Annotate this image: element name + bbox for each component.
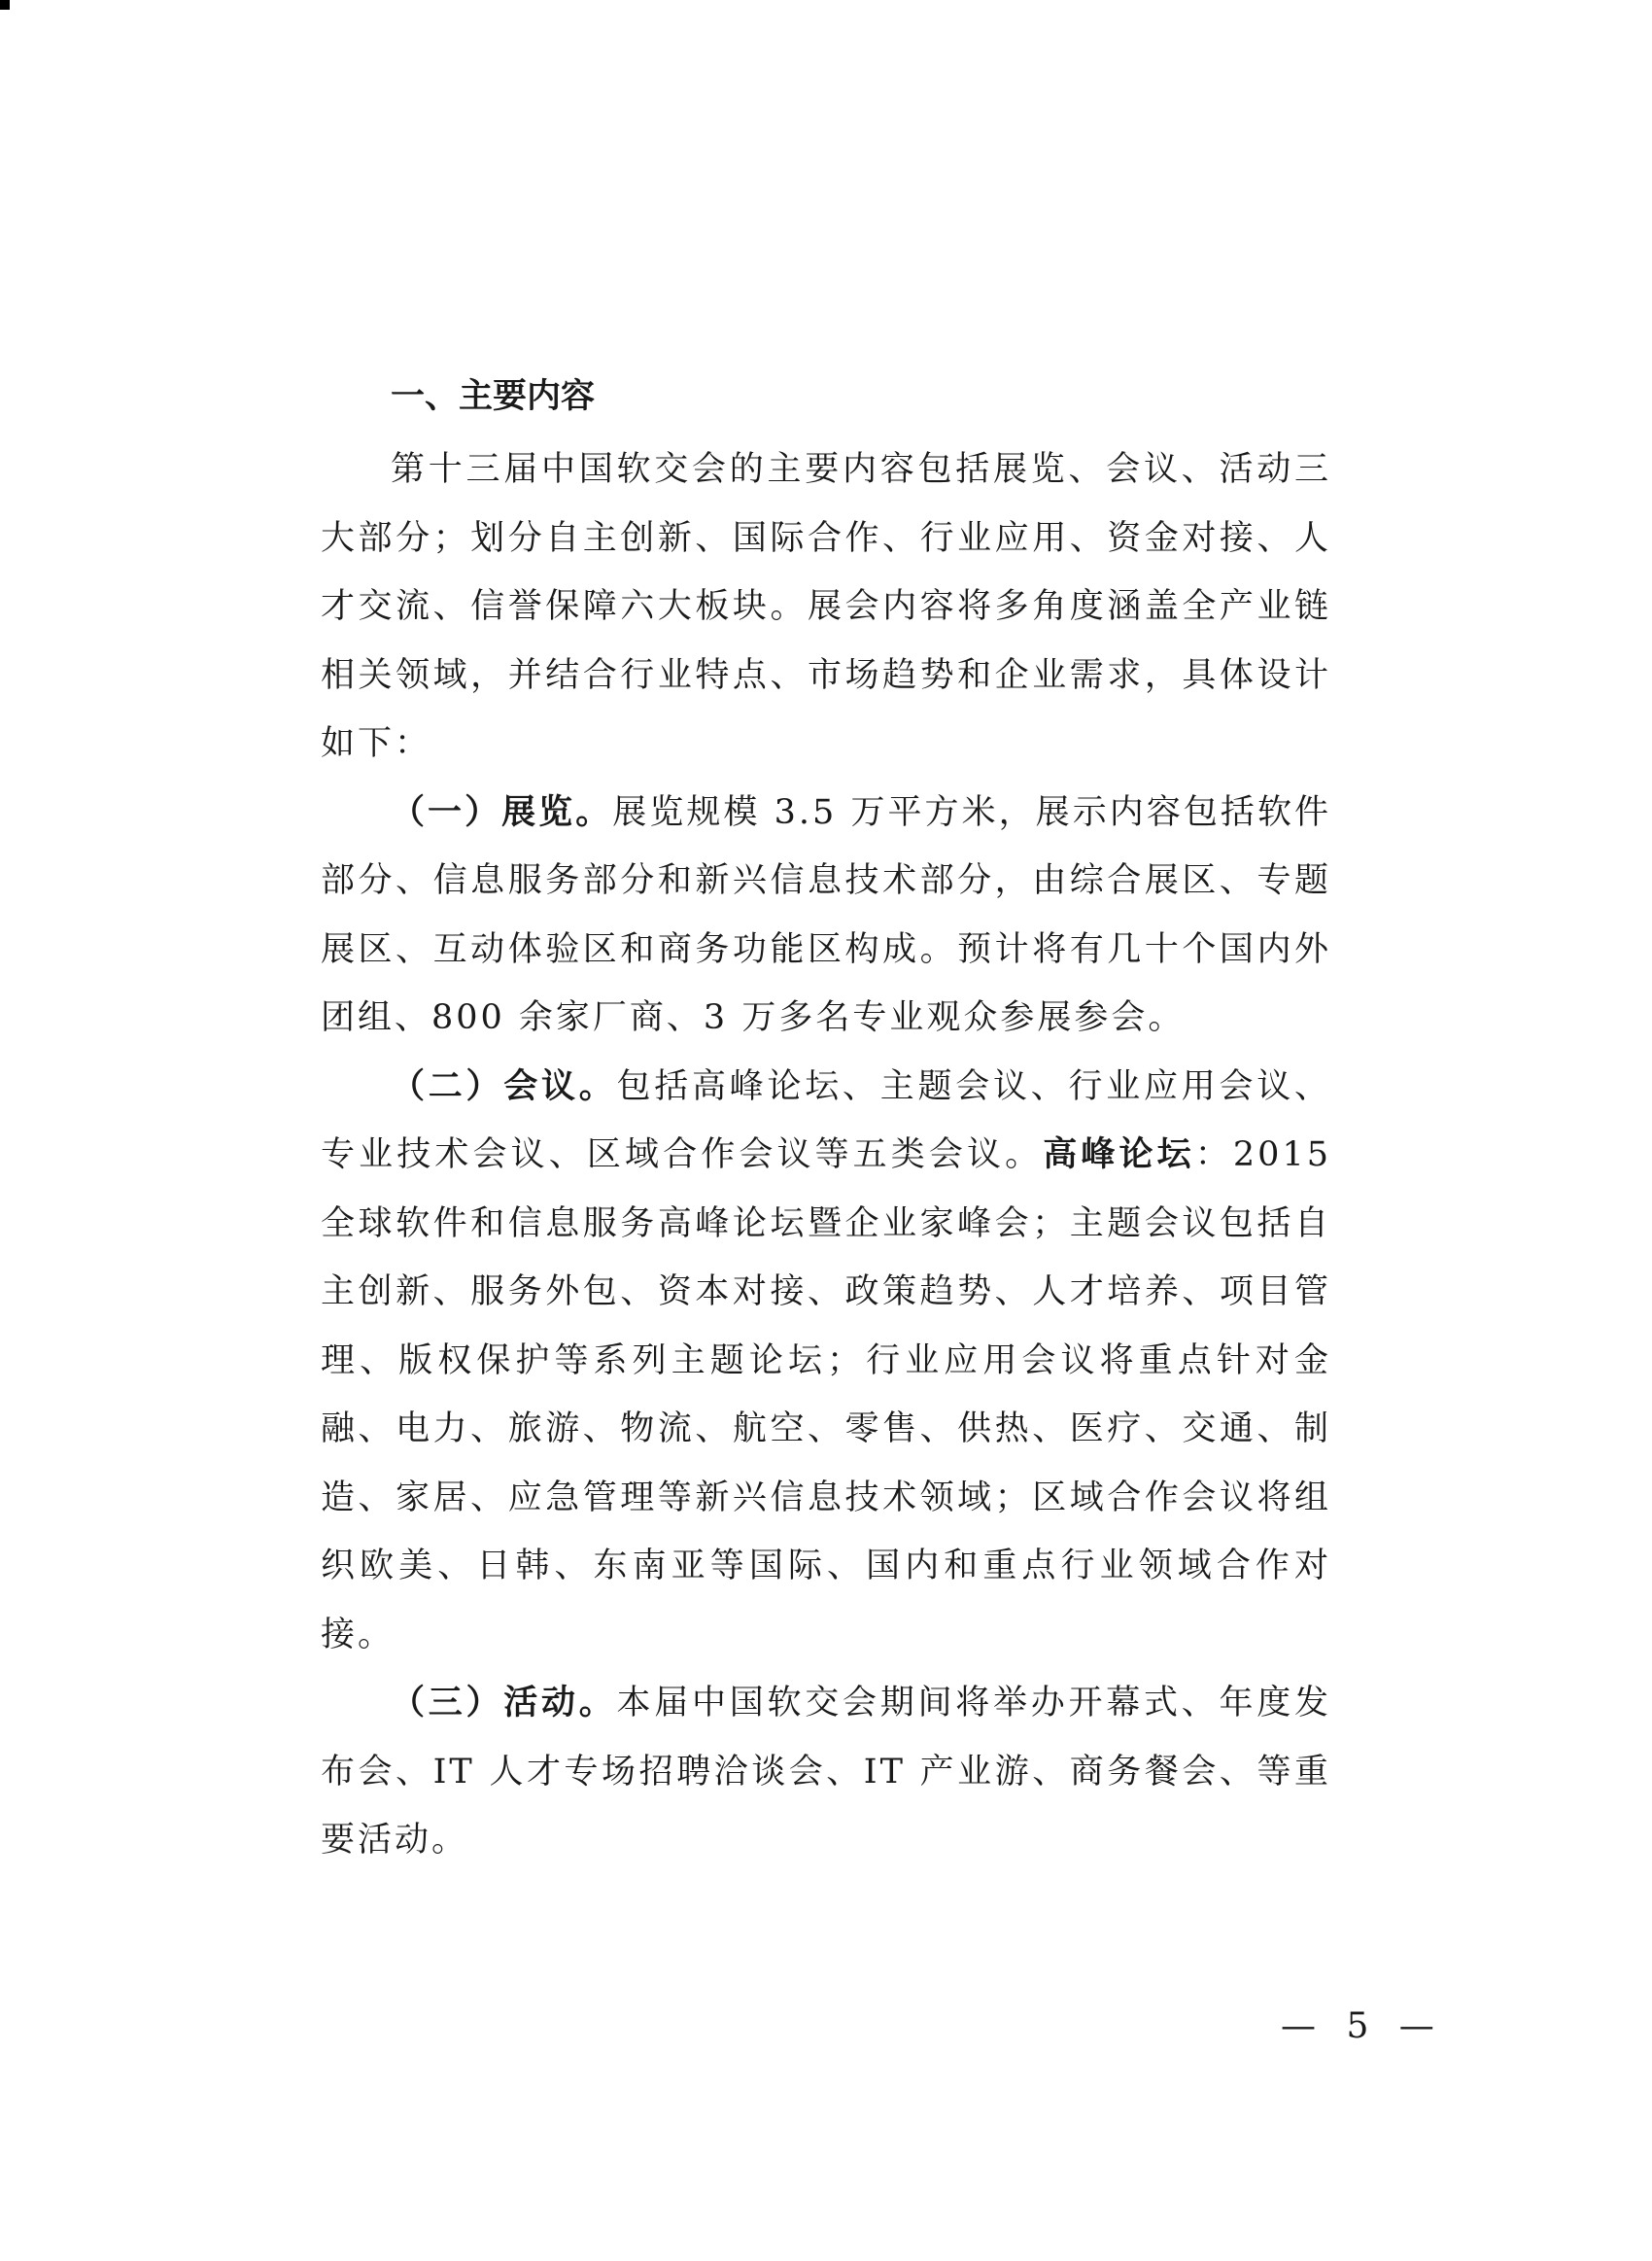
activities-text: 本届中国软交会期间将举办开幕式、年度发布会、IT 人才专场招聘洽谈会、IT 产业游、商务餐会、等重要活动。: [321, 1684, 1331, 1860]
intro-paragraph: 第十三届中国软交会的主要内容包括展览、会议、活动三大部分；划分自主创新、国际合作、行业应用、资金对接、人才交流、信誉保障六大板块。展会内容将多角度涵盖全产业链相关领域，并结合行业特点、市场趋势和企业需求，具体设计如下：: [321, 450, 1331, 763]
document-body: [321, 367, 1331, 1875]
conference-label: （二）会议。: [391, 1066, 617, 1106]
conference-text-before: 包括高峰论坛、主题会议、行业应用会议、专业技术会议、区域合作会议等五类会议。: [321, 1066, 1331, 1174]
exhibition-paragraph: [321, 779, 1331, 1053]
exhibition-text: 展览规模 3.5 万平方米，展示内容包括软件部分、信息服务部分和新兴信息技术部分，由综合展区、专题展区、互动体验区和商务功能区构成。预计将有几十个国内外团组、800 余家厂商、3 万多名专业观众参展参会。: [321, 792, 1331, 1037]
section-heading: 一、主要内容: [391, 377, 596, 416]
scan-corner-mark: [0, 0, 10, 10]
page-number: — 5 —: [1281, 2006, 1444, 2046]
activities-paragraph: [321, 1669, 1331, 1875]
conference-paragraph: [321, 1053, 1331, 1670]
exhibition-label: （一）展览。: [391, 792, 613, 832]
activities-label: （三）活动。: [391, 1684, 617, 1722]
summit-label: 高峰论坛: [1043, 1135, 1195, 1174]
conference-text-after: ：2015 全球软件和信息服务高峰论坛暨企业家峰会；主题会议包括自主创新、服务外包、资本对接、政策趋势、人才培养、项目管理、版权保护等系列主题论坛；行业应用会议将重点针对金融、电力、旅游、物流、航空、零售、供热、医疗、交通、制造、家居、应急管理等新兴信息技术领域；区域合作会议将组织欧美、日韩、东南亚等国际、国内和重点行业领域合作对接。: [321, 1135, 1331, 1654]
